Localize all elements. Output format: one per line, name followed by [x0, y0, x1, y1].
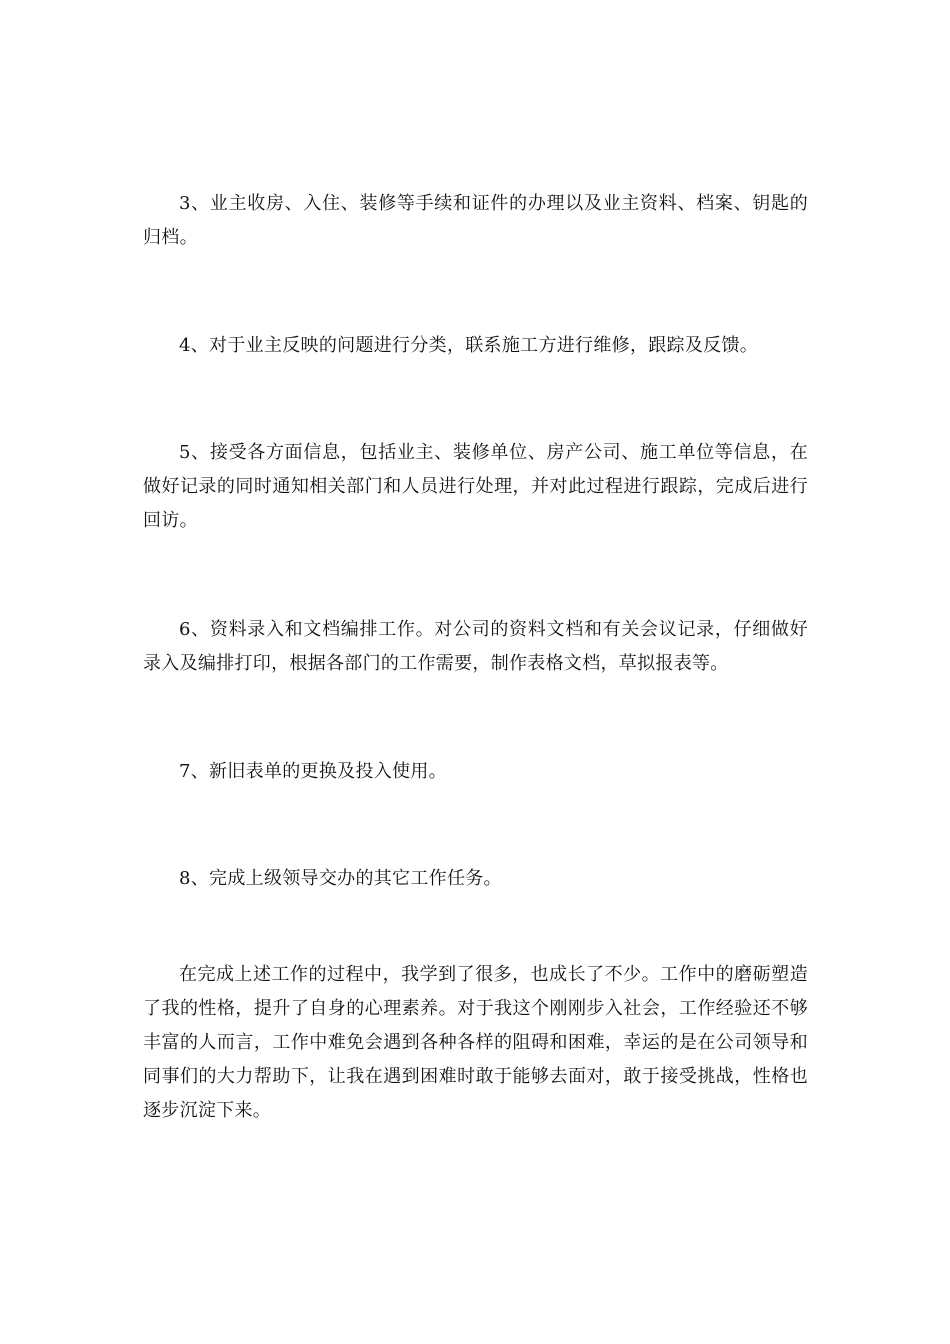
paragraph-summary: 在完成上述工作的过程中，我学到了很多，也成长了不少。工作中的磨砺塑造了我的性格，提升了自身的心理素养。对于我这个刚刚步入社会，工作经验还不够丰富的人而言，工作中难免会遇到各种各样的阻碍和困难，幸运的是在公司领导和同事们的大力帮助下，让我在遇到困难时敢于能够去面对，敢于接受挑战，性格也逐步沉淀下来。: [143, 964, 808, 1121]
paragraph-item-5: 5、接受各方面信息，包括业主、装修单位、房产公司、施工单位等信息，在做好记录的同时通知相关部门和人员进行处理，并对此过程进行跟踪，完成后进行回访。: [143, 442, 808, 531]
paragraph-item-7: 7、新旧表单的更换及投入使用。: [179, 761, 447, 782]
paragraph-item-6: 6、资料录入和文档编排工作。对公司的资料文档和有关会议记录，仔细做好录入及编排打印，根据各部门的工作需要，制作表格文档，草拟报表等。: [143, 619, 808, 674]
paragraph-item-8: 8、完成上级领导交办的其它工作任务。: [179, 868, 502, 889]
paragraph-item-3: 3、业主收房、入住、装修等手续和证件的办理以及业主资料、档案、钥匙的归档。: [143, 193, 808, 248]
paragraph-item-4: 4、对于业主反映的问题进行分类，联系施工方进行维修，跟踪及反馈。: [179, 335, 759, 356]
